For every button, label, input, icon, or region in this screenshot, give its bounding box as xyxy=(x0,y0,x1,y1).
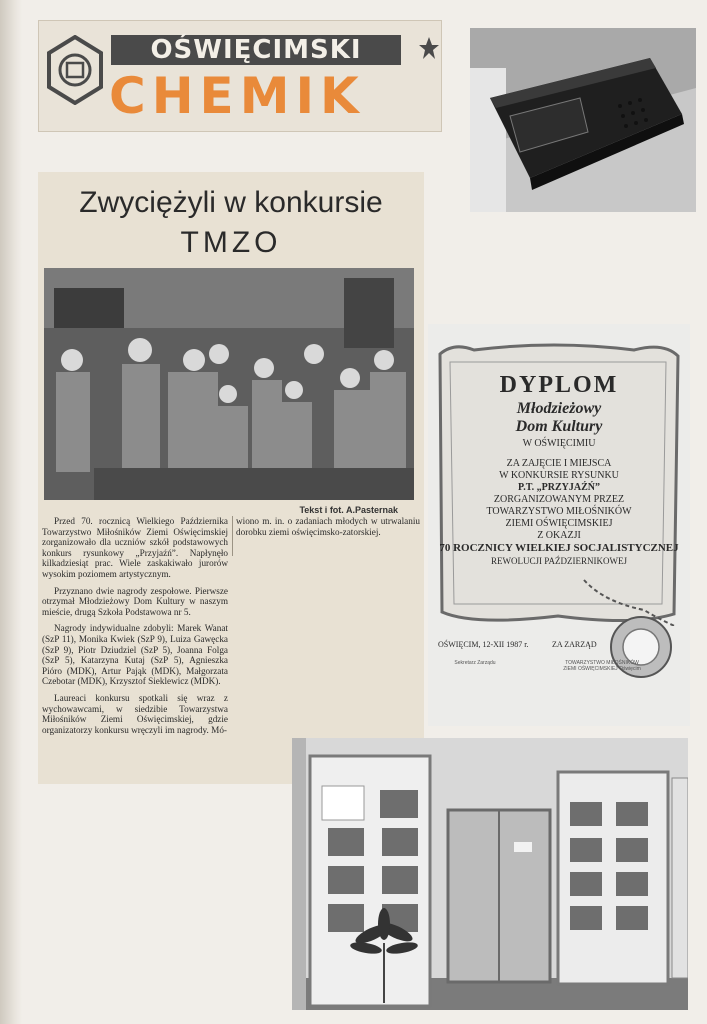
diploma-line: TOWARZYSTWO MIŁOŚNIKÓW xyxy=(486,506,632,517)
article-paragraph: Przyznano dwie nagrody zespołowe. Pierwsze otrzymał Młodzieżowy Dom Kultury w naszym mieście, drugą Szkoła Podstawowa nr 5. xyxy=(42,585,228,617)
article-column-2 xyxy=(236,516,420,543)
diploma-contest-name: P.T. „PRZYJAŹŃ” xyxy=(518,482,600,493)
article-paragraph: wiono m. in. o zadaniach młodych w utrwalaniu dorobku ziemi oświęcimsko-zatorskiej. xyxy=(236,516,420,537)
article-paragraph: Przed 70. rocznicą Wielkiego Października Towarzystwo Miłośników Ziemi Oświęcimskiej zorganizowało dla uczniów szkół podstawowych konkurs rysunkowy „Przyjaźń”. Napłynęło kilkadziesiąt prac. Wiele zaskakiwało jurorów wysokim poziomem artystycznym. xyxy=(42,516,228,579)
award-badge-icon xyxy=(419,35,439,65)
article-paragraph: Laureaci konkursu spotkali się wraz z wychowawcami, w siedzibie Towarzystwa Miłośników Ziemi Oświęcimskiej, gdzie organizatorzy konkursu wręczyli im nagrody. Mó- xyxy=(42,692,228,735)
masthead-name-bottom: CHEMIK xyxy=(109,67,365,125)
photo-credit: Tekst i fot. A.Pasternak xyxy=(299,505,398,515)
article-headline: Zwyciężyli w konkursie xyxy=(79,186,383,219)
diploma-board-label: ZA ZARZĄD xyxy=(552,640,597,649)
diploma-signature-secretary: Sekretarz Zarządu xyxy=(454,660,496,666)
diploma-line: ZORGANIZOWANYM PRZEZ xyxy=(493,494,625,505)
exhibition-hall-photo xyxy=(292,738,688,1010)
album-binding-edge xyxy=(0,0,22,1024)
diploma-line: ZIEMI OŚWIĘCIMSKIEJ xyxy=(505,518,613,529)
diploma-line: ZA ZAJĘCIE I MIEJSCA xyxy=(506,458,612,469)
article-column-1 xyxy=(42,516,228,741)
diploma-title: DYPLOM xyxy=(499,372,619,398)
cassette-recorder-photo xyxy=(470,28,696,212)
masthead-name-top: OŚWIĘCIMSKI xyxy=(111,35,401,65)
diploma-occasion-2: REWOLUCJI PAŹDZIERNIKOWEJ xyxy=(491,556,627,566)
article-headline-2: TMZO xyxy=(180,226,282,259)
article-clipping xyxy=(38,172,424,784)
diploma-line: W KONKURSIE RYSUNKU xyxy=(499,470,619,481)
diploma-line: Z OKAZJI xyxy=(537,530,581,541)
diploma-certificate xyxy=(428,324,690,726)
factory-emblem-icon xyxy=(47,35,103,105)
diploma-institution-line-1: Młodzieżowy xyxy=(516,400,602,417)
newspaper-masthead xyxy=(38,20,442,132)
diploma-city: W OŚWIĘCIMIU xyxy=(522,438,596,449)
diploma-society-stamp: TOWARZYSTWO MIŁOŚNIKÓW ZIEMI OŚWIĘCIMSKIEJ Oświęcim xyxy=(563,660,641,672)
diploma-place-date: OŚWIĘCIM, 12-XII 1987 r. xyxy=(438,640,529,649)
group-photo xyxy=(44,268,414,500)
column-divider xyxy=(232,516,233,556)
diploma-occasion: 70 ROCZNICY WIELKIEJ SOCJALISTYCZNEJ xyxy=(439,542,679,554)
article-paragraph: Nagrody indywidualne zdobyli: Marek Wanat (SzP 11), Monika Kwiek (SzP 9), Luiza Gawęcka (SzP 9), Piotr Dziudziel (SzP 5), Joanna Folga (SzP 5), Katarzyna Kutaj (SzP 5), Agnieszka Pióro (MDK), Artur Pająk (MDK), Małgorzata Czebotar (MDK), Krzysztof Sieklewicz (MDK). xyxy=(42,623,228,687)
diploma-institution-line-2: Dom Kultury xyxy=(515,418,603,435)
